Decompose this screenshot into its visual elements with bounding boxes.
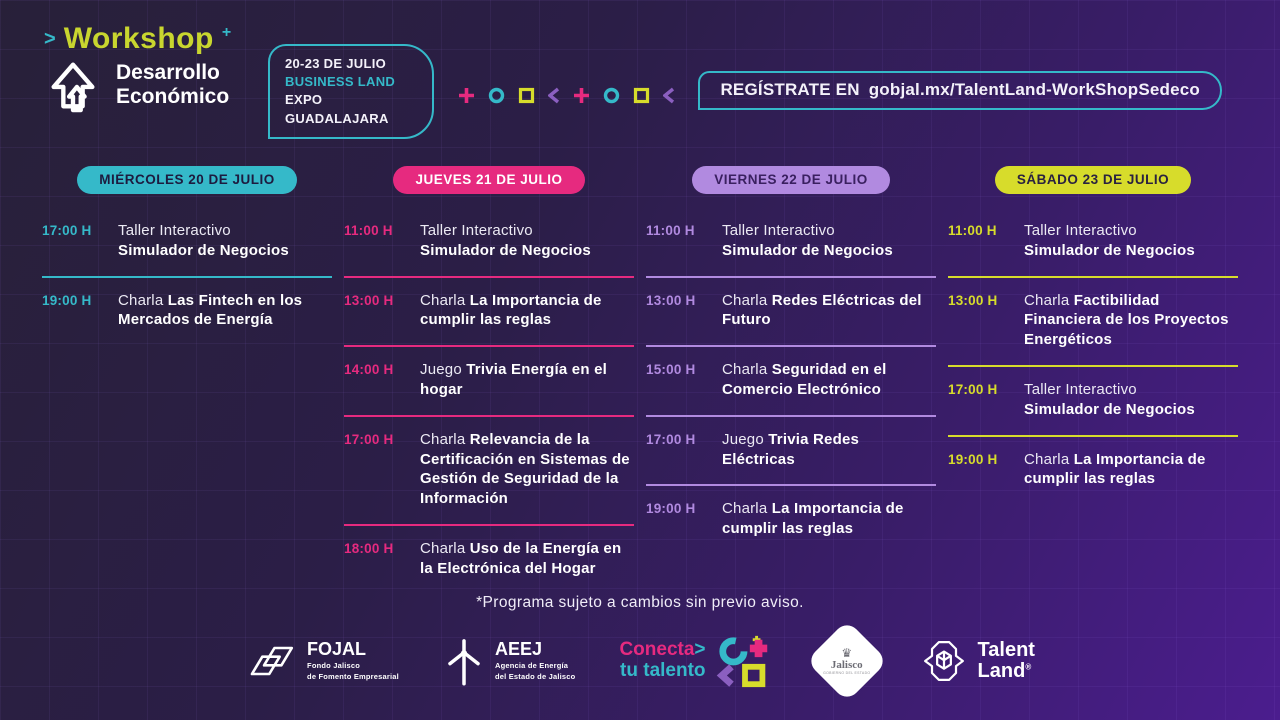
item-title: Charla Las Fintech en los Mercados de Energía xyxy=(118,291,303,329)
schedule-column-2 xyxy=(344,166,634,594)
schedule-item xyxy=(646,278,936,346)
deco-chevron-icon xyxy=(663,87,675,104)
event-info-box xyxy=(268,44,434,139)
item-time: 11:00 H xyxy=(344,223,393,238)
item-title: Charla La Importancia de cumplir las reglas xyxy=(420,291,602,329)
schedule-item xyxy=(344,526,634,594)
item-time: 13:00 H xyxy=(646,292,696,308)
jalisco-diamond-icon xyxy=(806,620,888,702)
schedule-item xyxy=(948,278,1238,365)
talent-land-knot-icon xyxy=(920,637,968,685)
aeej-logo xyxy=(443,636,575,686)
aeej-name: AEEJ xyxy=(494,639,542,660)
jalisco-name: Jalisco xyxy=(830,658,863,671)
wind-turbine-icon xyxy=(443,636,485,686)
deco-plus-icon xyxy=(573,87,590,104)
item-title: Charla Factibilidad Financiera de los Proyectos Energéticos xyxy=(1024,291,1229,349)
deco-circle-icon xyxy=(488,87,505,104)
item-title: Taller Interactivo Simulador de Negocios xyxy=(420,222,591,259)
item-time: 19:00 H xyxy=(646,501,696,517)
schedule-item xyxy=(344,208,634,276)
crown-icon: ♛ xyxy=(841,645,852,660)
item-time: 13:00 H xyxy=(948,292,998,308)
workshop-title: Workshop xyxy=(63,22,214,55)
conecta-shapes-icon xyxy=(716,632,774,690)
schedule-item xyxy=(948,367,1238,435)
schedule-item xyxy=(948,208,1238,276)
aeej-tagline: Agencia de Energía del Estado de Jalisco xyxy=(494,661,576,681)
deco-square-icon xyxy=(518,87,535,104)
conecta-tu-talento-logo xyxy=(619,632,773,690)
schedule-column-4 xyxy=(948,166,1238,594)
item-title: Charla Seguridad en el Comercio Electrónico xyxy=(722,361,887,398)
schedule-item xyxy=(344,417,634,524)
schedule-item xyxy=(344,347,634,415)
schedule-item xyxy=(646,208,936,276)
event-name: BUSINESS LAND xyxy=(285,74,396,90)
flag-icon xyxy=(245,637,297,685)
fojal-logo xyxy=(245,637,399,685)
day-header-pill: MIÉRCOLES 20 DE JULIO xyxy=(77,166,297,194)
item-title: Charla Redes Eléctricas del Futuro xyxy=(722,291,922,329)
item-time: 17:00 H xyxy=(344,431,394,447)
schedule-item xyxy=(42,208,332,276)
register-label: REGÍSTRATE EN xyxy=(720,80,860,99)
fojal-name: FOJAL xyxy=(307,639,367,660)
item-time: 17:00 H xyxy=(42,223,92,238)
deco-plus-icon xyxy=(458,87,475,104)
item-title: Juego Trivia Redes Eléctricas xyxy=(722,430,860,468)
disclaimer-text: *Programa sujeto a cambios sin previo aviso. xyxy=(476,594,804,611)
item-title: Charla La Importancia de cumplir las reglas xyxy=(1024,450,1206,488)
footer-logos xyxy=(0,632,1280,690)
workshop-brand xyxy=(44,22,231,56)
item-time: 17:00 H xyxy=(948,381,998,397)
item-title: Taller Interactivo Simulador de Negocios xyxy=(1024,380,1195,418)
schedule-item xyxy=(646,347,936,415)
item-title: Charla Relevancia de la Certificación en Sistemas de Gestión de Seguridad de la Información xyxy=(420,430,630,508)
desarrollo-economico-logo xyxy=(44,56,229,114)
item-title: Taller Interactivo Simulador de Negocios xyxy=(722,222,893,259)
item-time: 19:00 H xyxy=(948,451,998,467)
item-title: Taller Interactivo Simulador de Negocios xyxy=(118,222,289,259)
item-title: Juego Trivia Energía en el hogar xyxy=(420,361,607,398)
item-time: 14:00 H xyxy=(344,362,394,378)
schedule-grid xyxy=(42,166,1238,594)
day-header-pill: JUEVES 21 DE JULIO xyxy=(393,166,584,194)
deco-square-icon xyxy=(633,87,650,104)
item-time: 18:00 H xyxy=(344,540,394,556)
conecta-wordmark: Conecta> tu talento xyxy=(619,639,706,681)
register-url[interactable]: gobjal.mx/TalentLand-WorkShopSedeco xyxy=(868,80,1200,99)
up-arrow-icon xyxy=(44,56,102,114)
decorative-shapes-row xyxy=(458,86,675,104)
jalisco-logo xyxy=(818,632,876,690)
deco-chevron-icon xyxy=(548,87,560,104)
event-venue: EXPO GUADALAJARA xyxy=(285,92,389,126)
org-name: Desarrollo Económico xyxy=(116,60,230,108)
event-dates: 20-23 DE JULIO xyxy=(285,56,387,71)
day-header-pill: VIERNES 22 DE JULIO xyxy=(692,166,890,194)
schedule-item xyxy=(646,417,936,485)
fojal-tagline: Fondo Jalisco de Fomento Empresarial xyxy=(307,661,399,681)
schedule-column-1 xyxy=(42,166,332,594)
item-time: 13:00 H xyxy=(344,292,394,308)
item-time: 15:00 H xyxy=(646,362,696,378)
schedule-item xyxy=(42,278,332,346)
schedule-item xyxy=(646,486,936,554)
jalisco-subtitle: GOBIERNO DEL ESTADO xyxy=(822,670,871,675)
register-link[interactable] xyxy=(698,71,1222,110)
item-title: Taller Interactivo Simulador de Negocios xyxy=(1024,222,1195,259)
schedule-item xyxy=(344,278,634,346)
talent-land-logo xyxy=(920,637,1035,685)
plus-icon: + xyxy=(221,24,232,41)
item-time: 19:00 H xyxy=(42,292,92,308)
item-time: 11:00 H xyxy=(948,223,997,238)
chevron-right-icon: > xyxy=(44,28,56,50)
item-title: Charla Uso de la Energía en la Electrónica del Hogar xyxy=(420,539,622,577)
day-header-pill: SÁBADO 23 DE JULIO xyxy=(995,166,1191,194)
schedule-item xyxy=(948,437,1238,505)
item-title: Charla La Importancia de cumplir las reglas xyxy=(722,500,904,538)
item-time: 17:00 H xyxy=(646,431,696,447)
deco-circle-icon xyxy=(603,87,620,104)
talent-land-wordmark: Talent Land® xyxy=(977,639,1035,682)
item-time: 11:00 H xyxy=(646,223,695,238)
schedule-column-3 xyxy=(646,166,936,594)
